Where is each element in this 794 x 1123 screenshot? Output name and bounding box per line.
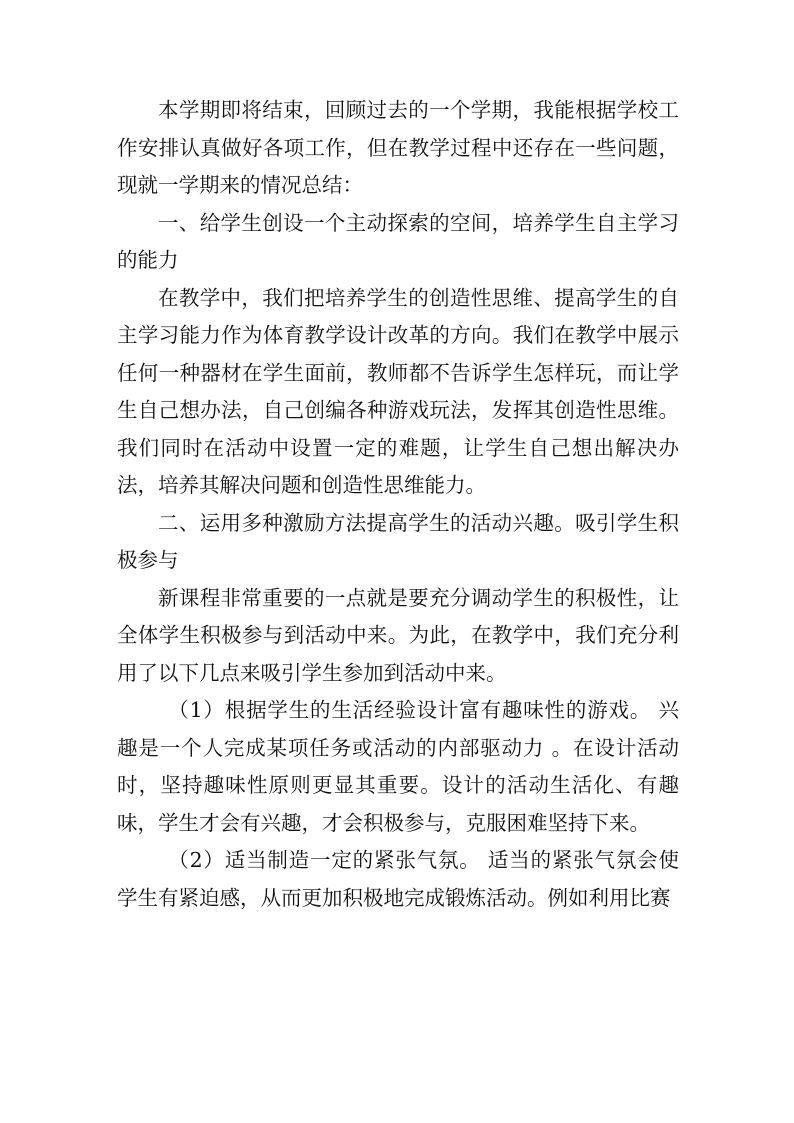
point-2-paragraph: （2）适当制造一定的紧张气氛。 适当的紧张气氛会使学生有紧迫感，从而更加积极地完成锻炼活动。例如利用比赛	[117, 848, 679, 910]
section-heading-2: 二、运用多种激励方法提高学生的活动兴趣。吸引学生积极参与	[117, 510, 679, 572]
document-body	[117, 92, 679, 917]
section-2-paragraph: 新课程非常重要的一点就是要充分调动学生的积极性，让全体学生积极参与到活动中来。为此，在教学中，我们充分利用了以下几点来吸引学生参加到活动中来。	[117, 585, 679, 685]
section-1-paragraph: 在教学中，我们把培养学生的创造性思维、提高学生的自主学习能力作为体育教学设计改革的方向。我们在教学中展示任何一种器材在学生面前，教师都不告诉学生怎样玩，而让学生自己想办法，自己创编各种游戏玩法，发挥其创造性思维。我们同时在活动中设置一定的难题，让学生自己想出解决办法，培养其解决问题和创造性思维能力。	[117, 285, 679, 497]
intro-paragraph: 本学期即将结束，回顾过去的一个学期，我能根据学校工作安排认真做好各项工作，但在教学过程中还存在一些问题，现就一学期来的情况总结：	[117, 98, 679, 197]
section-heading-1: 一、给学生创设一个主动探索的空间，培养学生自主学习的能力	[117, 210, 679, 272]
point-1-paragraph: （1）根据学生的生活经验设计富有趣味性的游戏。 兴趣是一个人完成某项任务或活动的内部驱动力 。在设计活动时，坚持趣味性原则更显其重要。设计的活动生活化、有趣味，学生才会有兴趣，才会积极参与，克服困难坚持下来。	[117, 698, 679, 835]
